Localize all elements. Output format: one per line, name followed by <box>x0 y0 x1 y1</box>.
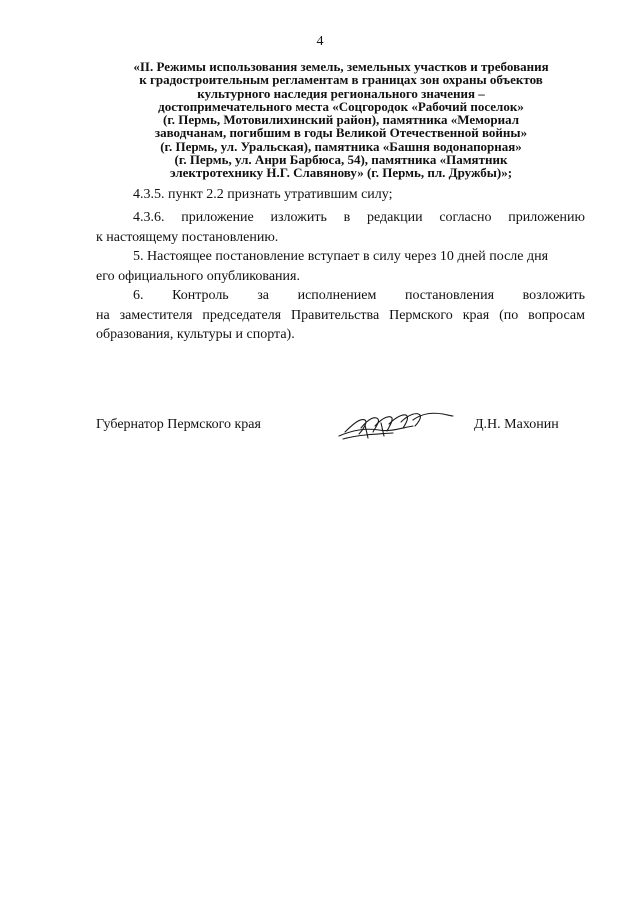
heading-line: заводчанам, погибшим в годы Великой Отечественной войны» <box>154 125 528 141</box>
heading-line: (г. Пермь, ул. Анри Барбюса, 54), памятника «Памятник <box>174 152 508 168</box>
paragraph-line: 4.3.6. приложение изложить в редакции согласно приложению <box>133 210 585 225</box>
heading-line: культурного наследия регионального значения – <box>197 85 485 101</box>
heading-line: (г. Пермь, ул. Уральская), памятника «Башня водонапорная» <box>160 138 522 154</box>
paragraph-text: 4.3.5. пункт 2.2 признать утратившим силу; <box>133 187 393 202</box>
heading-line: (г. Пермь, Мотовилихинский район), памятника «Мемориал <box>162 112 519 128</box>
section-heading <box>96 60 586 180</box>
paragraph-line: к настоящему постановлению. <box>96 229 279 245</box>
paragraph-5 <box>96 247 585 286</box>
paragraph-line: на заместителя председателя Правительства Пермского края (по вопросам <box>96 307 585 323</box>
heading-line: к градостроительным регламентам в границах зон охраны объектов <box>139 72 543 88</box>
paragraph-4-3-5 <box>96 185 585 205</box>
signatory-position: Губернатор Пермского края <box>96 417 261 432</box>
page-number: 4 <box>316 34 324 49</box>
heading-line: «II. Режимы использования земель, земельных участков и требования <box>133 59 549 74</box>
heading-line: достопримечательного места «Соцгородок «Рабочий поселок» <box>158 98 524 114</box>
paragraph-4-3-6 <box>96 208 585 247</box>
heading-line: электротехнику Н.Г. Славянову» (г. Пермь, пл. Дружбы)»; <box>169 165 513 181</box>
paragraph-line: образования, культуры и спорта). <box>96 327 295 342</box>
paragraph-6 <box>96 286 585 345</box>
paragraph-line: его официального опубликования. <box>96 268 300 284</box>
handwritten-signature <box>335 408 455 444</box>
paragraph-line: 5. Настоящее постановление вступает в силу через 10 дней после дня <box>133 249 549 264</box>
signatory-name: Д.Н. Махонин <box>474 417 559 432</box>
paragraph-line: 6. Контроль за исполнением постановления возложить <box>133 288 585 303</box>
